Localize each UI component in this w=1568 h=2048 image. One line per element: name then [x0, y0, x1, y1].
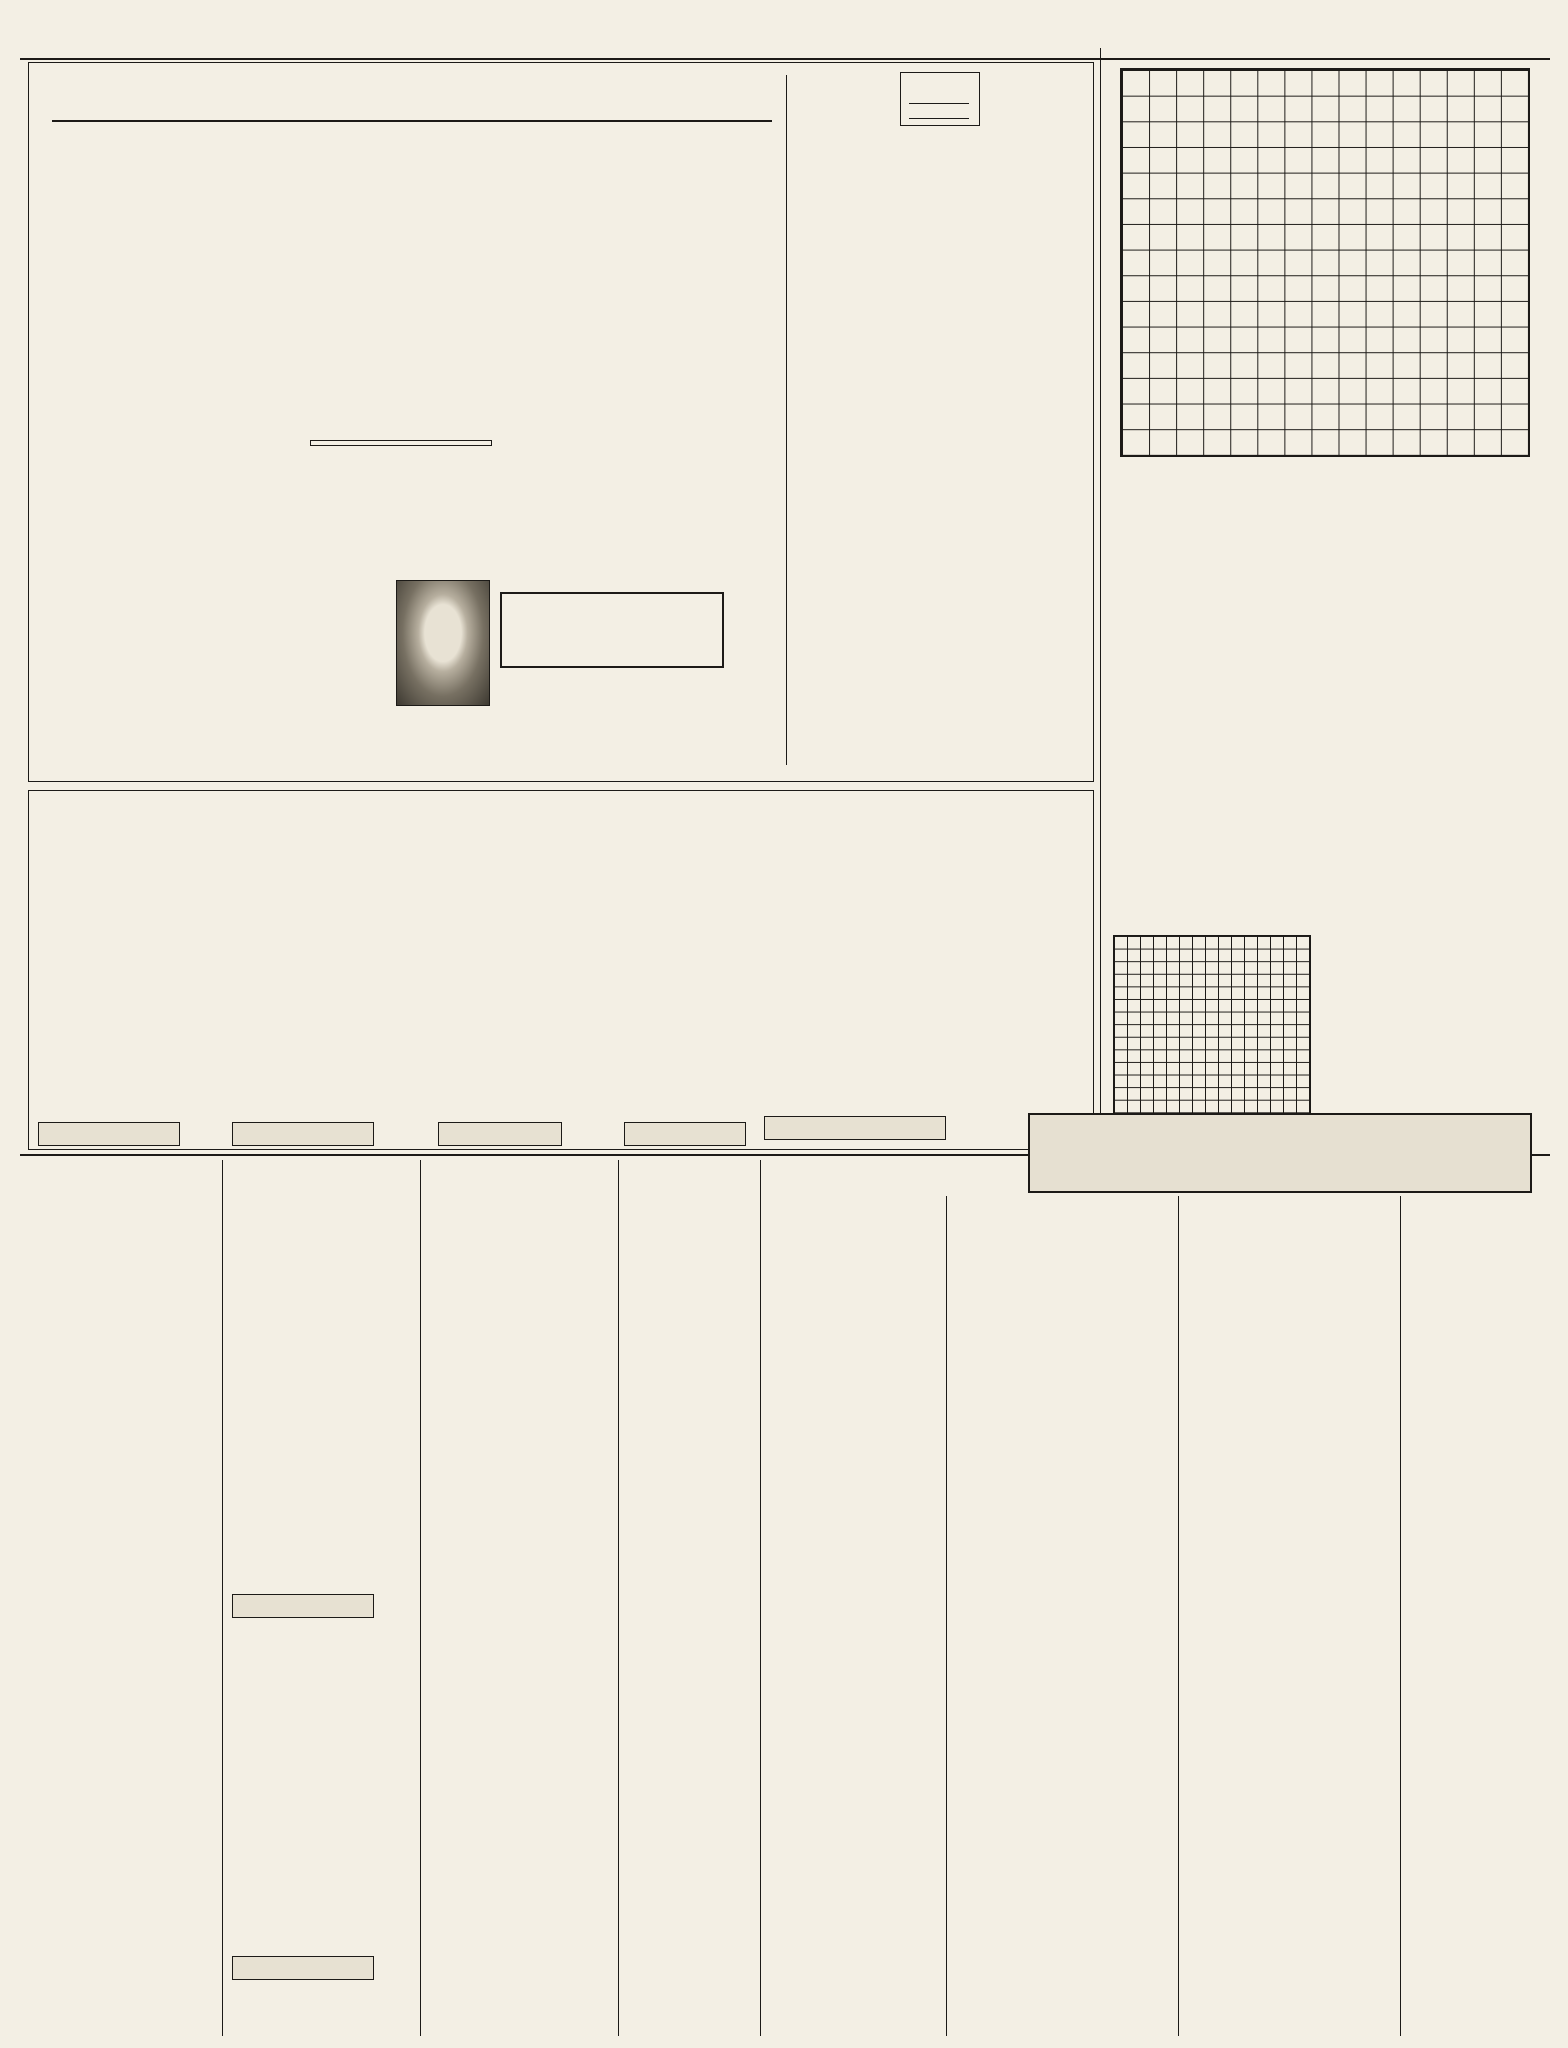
serial-col-1	[762, 816, 1084, 1141]
ads-column	[1184, 1196, 1398, 2036]
serial-portrait-photo	[396, 580, 490, 706]
answers-clues	[1318, 936, 1548, 1096]
ads-rule	[946, 1196, 947, 2036]
ads-rule	[420, 1160, 421, 2036]
serial-col-2	[536, 816, 752, 1141]
serial-col-4	[38, 816, 254, 1141]
ads-column	[1406, 1196, 1546, 2036]
category-header	[232, 1122, 374, 1146]
category-header	[438, 1122, 562, 1146]
ads-rule	[760, 1160, 761, 2036]
category-header	[38, 1122, 180, 1146]
ads-column	[764, 1150, 944, 2036]
crossword-column-numbers	[1120, 50, 1526, 66]
crossword-grid	[1120, 68, 1530, 457]
ads-rule	[618, 1160, 619, 2036]
article-col-4	[40, 128, 218, 768]
ads-column	[226, 1150, 416, 2030]
newspaper-logo	[900, 72, 980, 126]
article-subhead	[310, 440, 492, 446]
flashback-body	[796, 268, 1082, 760]
ads-rule	[222, 1160, 223, 2036]
category-header	[624, 1122, 746, 1146]
ads-column	[424, 1150, 614, 2036]
ads-rule	[1400, 1196, 1401, 2036]
article-col-3	[226, 468, 394, 768]
employment-banner	[1028, 1113, 1532, 1193]
article-title	[52, 76, 772, 122]
category-header	[764, 1116, 946, 1140]
article-col-1	[598, 128, 778, 768]
ads-rule	[1178, 1196, 1179, 2036]
ads-column	[34, 1150, 218, 2036]
serial-title	[500, 592, 724, 668]
column-rule	[786, 75, 787, 765]
ads-column	[622, 1150, 756, 2036]
crossword-divider	[1100, 48, 1101, 1138]
ads-column	[952, 1196, 1176, 2036]
crossword-row-numbers	[1528, 68, 1550, 453]
crossword-clues	[1112, 462, 1548, 822]
previous-answers-grid	[1113, 935, 1311, 1127]
serial-col-3	[262, 816, 528, 1141]
